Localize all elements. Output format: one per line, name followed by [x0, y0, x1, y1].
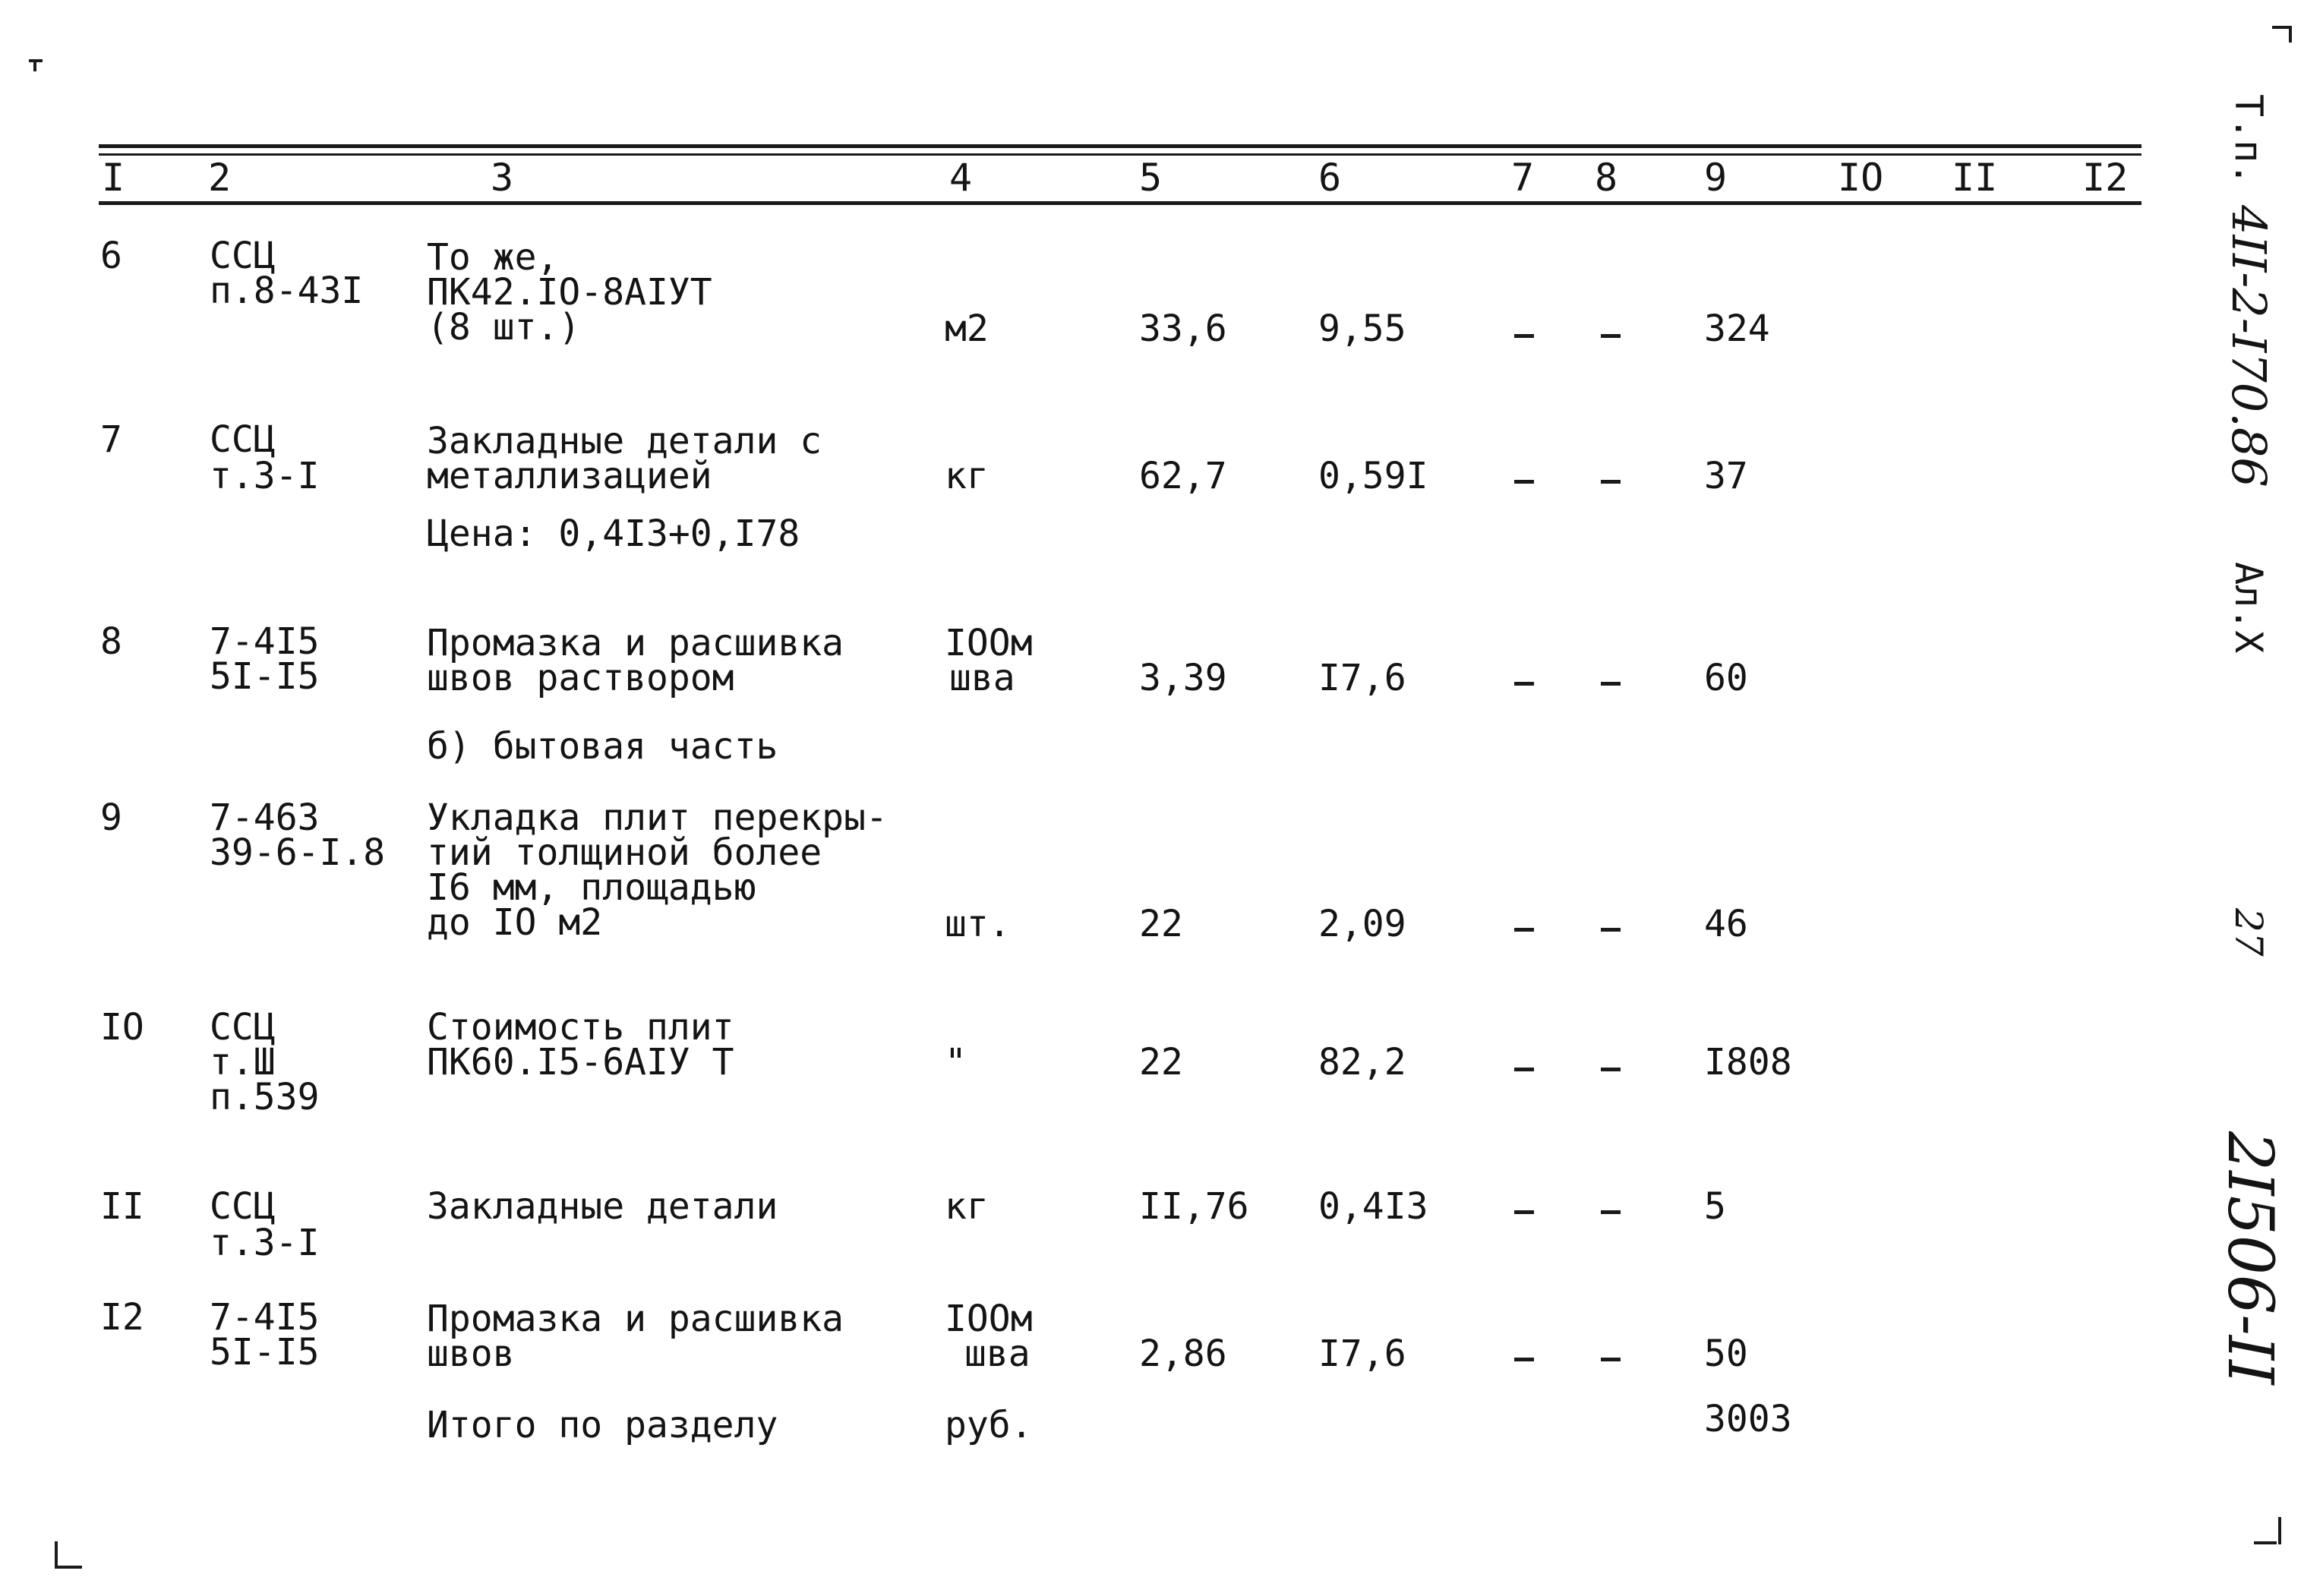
- row-name: до IO м2: [427, 901, 603, 944]
- row-unit: IOOм: [945, 622, 1033, 664]
- row-quantity: 22: [1139, 1041, 1183, 1083]
- row-code: 5I-I5: [210, 1331, 320, 1374]
- row-unit: кг: [945, 455, 989, 497]
- row-dash-col7: [1514, 682, 1534, 686]
- row-unit-price: 9,55: [1318, 308, 1406, 350]
- header-col-9: 9: [1704, 156, 1728, 200]
- row-code: ССЦ: [210, 1185, 276, 1228]
- header-col-5: 5: [1139, 156, 1163, 200]
- inventory-number-handwritten: 2I506-II: [2214, 1131, 2286, 1385]
- corner-mark-bottom-left: [55, 1541, 58, 1569]
- row-name: Укладка плит перекры-: [427, 796, 888, 839]
- album-label: Ал.X: [2227, 562, 2271, 654]
- row-name: Промазка и расшивка: [427, 1298, 844, 1340]
- table-top-rule-inner: [99, 153, 2142, 156]
- row-unit-price: 0,4I3: [1318, 1185, 1428, 1228]
- row-code: 7-4I5: [210, 620, 320, 663]
- row-quantity: 22: [1139, 903, 1183, 945]
- header-col-12: I2: [2082, 156, 2129, 200]
- row-unit-price: I7,6: [1318, 1333, 1406, 1375]
- corner-mark-bottom-right-base: [2254, 1541, 2277, 1544]
- row-number: 6: [100, 235, 122, 277]
- row-number: I2: [100, 1296, 144, 1339]
- row-unit: шва: [964, 1333, 1031, 1375]
- row-unit-price: I7,6: [1318, 657, 1406, 699]
- row-unit: м2: [945, 308, 989, 350]
- row-code: т.3-I: [210, 455, 320, 497]
- row-dash-col7: [1514, 480, 1534, 484]
- row-unit: ": [945, 1041, 967, 1083]
- row-name: ПК60.I5-6AIУ Т: [427, 1041, 734, 1083]
- row-name: Стоимость плит: [427, 1006, 734, 1049]
- page-number: 27: [2227, 908, 2271, 957]
- row-unit-price: 2,09: [1318, 903, 1406, 945]
- row-code: 7-463: [210, 796, 320, 839]
- row-quantity: 2,86: [1139, 1333, 1227, 1375]
- row-total: 37: [1704, 455, 1748, 497]
- row-code: 39-6-I.8: [210, 831, 386, 874]
- row-dash-col8: [1601, 334, 1621, 338]
- row-code: 7-4I5: [210, 1296, 320, 1339]
- row-name: ПК42.IO-8AIУТ: [427, 271, 712, 314]
- row-name: металлизацией: [427, 455, 712, 497]
- corner-mark-bottom-left-base: [55, 1566, 82, 1569]
- summary-total: 3003: [1704, 1398, 1792, 1440]
- header-col-1: I: [102, 156, 125, 200]
- row-code: п.539: [210, 1076, 320, 1118]
- row-unit-price: 0,59I: [1318, 455, 1428, 497]
- doc-code-handwritten: 4II-2-I70.86: [2221, 205, 2277, 487]
- header-col-8: 8: [1595, 156, 1618, 200]
- row-dash-col7: [1514, 334, 1534, 338]
- row-unit: IOOм: [945, 1298, 1033, 1340]
- row-name: швов раствором: [427, 657, 734, 699]
- row-name: I6 мм, площадью: [427, 866, 756, 909]
- row-dash-col8: [1601, 928, 1621, 932]
- header-col-10: IO: [1838, 156, 1884, 200]
- row-code: ССЦ: [210, 1006, 276, 1049]
- row-total: 50: [1704, 1333, 1748, 1375]
- summary-label: Итого по разделу: [427, 1404, 778, 1446]
- row-name: Закладные детали: [427, 1185, 778, 1228]
- row-code: 5I-I5: [210, 655, 320, 698]
- row-quantity: 33,6: [1139, 308, 1227, 350]
- row-code: т.3-I: [210, 1222, 320, 1264]
- row-unit-price: 82,2: [1318, 1041, 1406, 1083]
- row-dash-col7: [1514, 1210, 1534, 1214]
- header-col-4: 4: [949, 156, 973, 200]
- row-number: II: [100, 1185, 144, 1228]
- section-subheading: б) бытовая часть: [427, 725, 778, 768]
- row-dash-col8: [1601, 682, 1621, 686]
- row-dash-col7: [1514, 928, 1534, 932]
- row-quantity: II,76: [1139, 1185, 1249, 1228]
- header-col-3: 3: [491, 156, 514, 200]
- row-unit: шт.: [945, 903, 1011, 945]
- row-total: 60: [1704, 657, 1748, 699]
- price-note: Цена: 0,4I3+0,I78: [427, 513, 800, 555]
- row-quantity: 3,39: [1139, 657, 1227, 699]
- row-dash-col8: [1601, 1210, 1621, 1214]
- row-name: тий толщиной более: [427, 831, 822, 874]
- header-col-11: II: [1952, 156, 1998, 200]
- corner-mark-bottom-right: [2278, 1517, 2281, 1544]
- row-name: швов: [427, 1333, 515, 1375]
- header-col-2: 2: [208, 156, 232, 200]
- row-code: ССЦ: [210, 235, 276, 277]
- row-name: То же,: [427, 236, 559, 279]
- row-code: ССЦ: [210, 418, 276, 461]
- corner-mark-top-right: [2272, 26, 2290, 29]
- row-unit: кг: [945, 1185, 989, 1228]
- table-top-rule: [99, 144, 2142, 148]
- row-code: п.8-43I: [210, 270, 364, 312]
- row-name: Промазка и расшивка: [427, 622, 844, 664]
- doc-code-printed: Т.п.: [2227, 94, 2271, 186]
- header-col-7: 7: [1511, 156, 1535, 200]
- row-unit: шва: [949, 657, 1015, 699]
- row-quantity: 62,7: [1139, 455, 1227, 497]
- row-number: 8: [100, 620, 122, 663]
- header-col-6: 6: [1318, 156, 1342, 200]
- summary-unit: руб.: [945, 1404, 1033, 1446]
- corner-mark-top-left-tick: [33, 59, 36, 71]
- row-dash-col7: [1514, 1358, 1534, 1361]
- row-number: 7: [100, 418, 122, 461]
- row-number: 9: [100, 796, 122, 839]
- row-total: 5: [1704, 1185, 1726, 1228]
- header-bottom-rule: [99, 201, 2142, 205]
- row-name: (8 шт.): [427, 306, 581, 349]
- row-dash-col7: [1514, 1068, 1534, 1071]
- row-total: 324: [1704, 308, 1770, 350]
- corner-mark-top-right-tick: [2289, 26, 2292, 43]
- row-dash-col8: [1601, 1358, 1621, 1361]
- row-total: 46: [1704, 903, 1748, 945]
- row-code: т.Ш: [210, 1041, 276, 1083]
- row-dash-col8: [1601, 480, 1621, 484]
- row-total: I808: [1704, 1041, 1792, 1083]
- row-name: Закладные детали с: [427, 420, 822, 462]
- row-dash-col8: [1601, 1068, 1621, 1071]
- row-number: IO: [100, 1006, 144, 1049]
